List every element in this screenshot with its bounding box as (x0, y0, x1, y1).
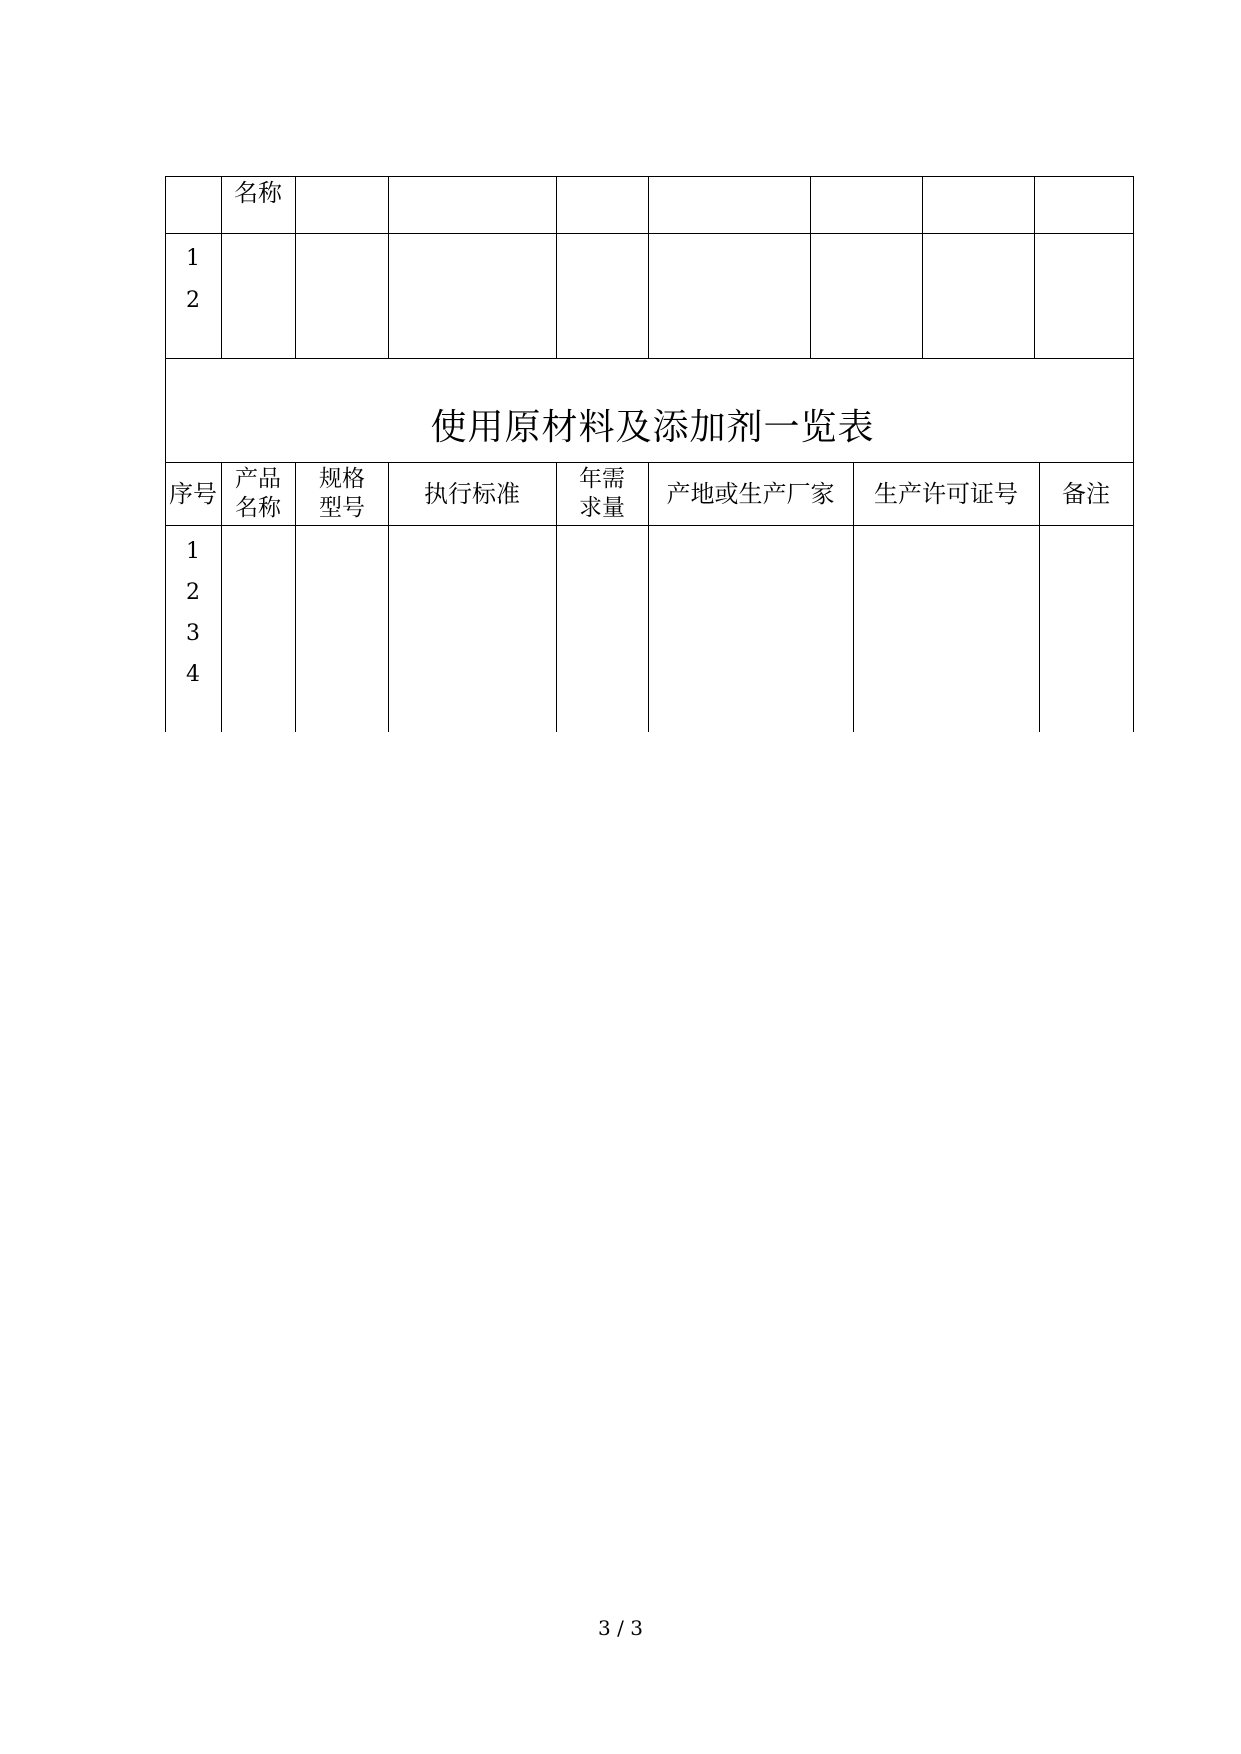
materials-header-border-top (165, 462, 1134, 463)
materials-row-number: 4 (186, 662, 200, 687)
materials-row-number: 2 (186, 580, 200, 605)
page-number: 3 / 3 (598, 1616, 643, 1640)
top-table-row-number: 1 (186, 246, 200, 271)
top-table-col-line (556, 176, 557, 358)
materials-header-border-bottom (165, 525, 1134, 526)
top-table-col-line (648, 176, 649, 358)
materials-table-title: 使用原材料及添加剂一览表 (430, 407, 875, 448)
materials-row-number: 3 (186, 621, 200, 646)
column-header-remarks: 备注 (1062, 480, 1110, 508)
top-table-col-line (388, 176, 389, 358)
top-table-header-name: 名称 (234, 179, 282, 207)
column-header-seq: 序号 (169, 480, 217, 508)
top-table-row-number: 2 (186, 288, 200, 313)
column-header-annual-demand: 年需求量 (579, 466, 625, 521)
column-header-product-name: 产品名称 (235, 466, 281, 521)
column-header-origin-manufacturer: 产地或生产厂家 (666, 480, 835, 508)
top-table-col-line (810, 176, 811, 358)
top-table-border-top (165, 176, 1134, 177)
top-table-col-line (1034, 176, 1035, 358)
materials-col-line (295, 462, 296, 732)
column-header-spec-model: 规格型号 (319, 466, 365, 521)
materials-col-line (556, 462, 557, 732)
top-table-row-divider (165, 233, 1134, 234)
column-header-standard: 执行标准 (424, 480, 520, 508)
materials-col-line (221, 462, 222, 732)
top-table-border-bottom (165, 358, 1134, 359)
top-table-col-line (295, 176, 296, 358)
top-table-col-line (1133, 176, 1134, 358)
materials-row-number: 1 (186, 539, 200, 564)
column-header-license-no: 生产许可证号 (874, 480, 1018, 508)
top-table-col-line (922, 176, 923, 358)
